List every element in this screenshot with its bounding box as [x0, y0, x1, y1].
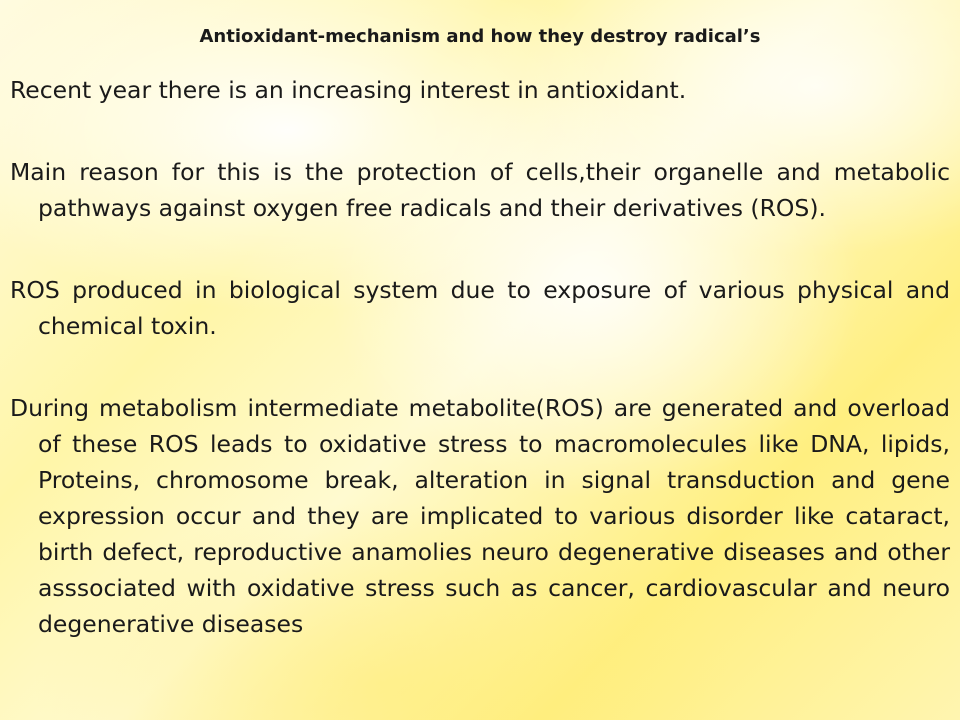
paragraph-metabolism: During metabolism intermediate metabolite(ROS) are generated and overload of these ROS leads to oxidative stress to macromolecules like DNA, lipids, Proteins, chromosome break, alteration in signal transduction and gene expression occur and they are implicated to various disorder like cataract, birth defect, reproductive anamolies neuro degenerative diseases and other asssociated with oxidative stress such as cancer, cardiovascular and neuro degenerative diseases	[10, 394, 950, 638]
paragraph-interest: Recent year there is an increasing interest in antioxidant.	[10, 76, 687, 104]
slide-title: Antioxidant-mechanism and how they destroy radical’s	[199, 26, 761, 47]
slide-body	[10, 72, 950, 688]
paragraph-ros-produced: ROS produced in biological system due to exposure of various physical and chemical toxin.	[10, 276, 950, 340]
paragraph-main-reason: Main reason for this is the protection of cells,their organelle and metabolic pathways against oxygen free radicals and their derivatives (ROS).	[10, 158, 950, 222]
